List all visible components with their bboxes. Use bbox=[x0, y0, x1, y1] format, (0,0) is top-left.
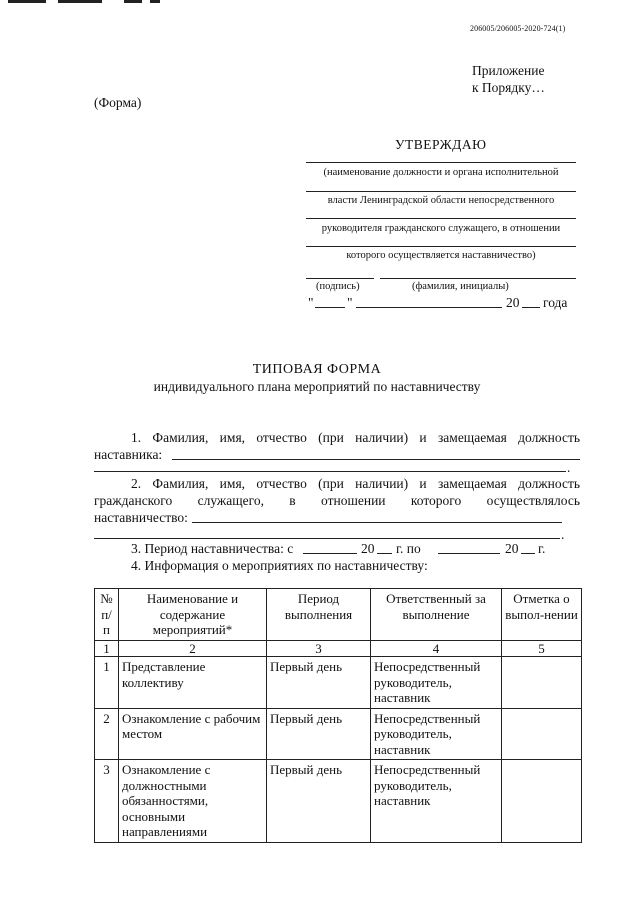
appendix-line-2: к Порядку… bbox=[472, 80, 545, 95]
signature-label: (подпись) bbox=[316, 281, 360, 292]
approve-position-line-4: которого осуществляется наставничество) bbox=[346, 250, 536, 261]
row-num: 2 bbox=[95, 708, 119, 760]
approve-line bbox=[306, 246, 576, 247]
row-mark bbox=[502, 760, 582, 843]
item-4: 4. Информация о мероприятиях по наставничеству: bbox=[131, 558, 428, 573]
item-3-year-2-blank bbox=[521, 553, 535, 554]
item-3-to-blank bbox=[438, 553, 500, 554]
name-label: (фамилия, инициалы) bbox=[412, 281, 509, 292]
header-period: Период выполнения bbox=[267, 589, 371, 641]
item-3-from-blank bbox=[303, 553, 357, 554]
item-3-mid: г. по bbox=[396, 541, 421, 556]
item-3-end: г. bbox=[538, 541, 546, 556]
item-2-blank-2 bbox=[94, 538, 560, 539]
column-number: 5 bbox=[502, 640, 582, 657]
item-3-year-2: 20 bbox=[505, 541, 519, 556]
row-responsible: Непосредственный руководитель, наставник bbox=[371, 657, 502, 709]
item-1-blank-2 bbox=[94, 471, 566, 472]
row-period: Первый день bbox=[267, 708, 371, 760]
row-name: Представление коллективу bbox=[119, 657, 267, 709]
document-number: 206005/206005-2020-724(1) bbox=[470, 24, 566, 33]
table-row bbox=[95, 708, 582, 760]
item-2-blank bbox=[192, 522, 562, 523]
row-mark bbox=[502, 708, 582, 760]
form-label: (Форма) bbox=[94, 95, 142, 110]
item-3-prefix: 3. Период наставничества: с bbox=[131, 541, 294, 556]
approve-position-line-1: (наименование должности и органа исполнительной bbox=[323, 167, 559, 178]
form-subtitle: индивидуального плана мероприятий по наставничеству bbox=[153, 379, 481, 394]
date-open-quote: " bbox=[308, 295, 314, 310]
approve-position-line-3: руководителя гражданского служащего, в отношении bbox=[321, 223, 561, 234]
item-3-year-1: 20 bbox=[361, 541, 375, 556]
row-period: Первый день bbox=[267, 760, 371, 843]
item-2-line-1: 2. Фамилия, имя, отчество (при наличии) и замещаемая должность bbox=[131, 476, 580, 491]
form-title: ТИПОВАЯ ФОРМА bbox=[252, 362, 382, 377]
column-number: 2 bbox=[119, 640, 267, 657]
row-num: 3 bbox=[95, 760, 119, 843]
table-row bbox=[95, 657, 582, 709]
signature-line bbox=[306, 278, 374, 279]
header-mark: Отметка о выпол-нении bbox=[502, 589, 582, 641]
column-number: 4 bbox=[371, 640, 502, 657]
row-responsible: Непосредственный руководитель, наставник bbox=[371, 760, 502, 843]
row-period: Первый день bbox=[267, 657, 371, 709]
name-line bbox=[380, 278, 576, 279]
item-2-line-2: гражданского служащего, в отношении которого осуществлялось bbox=[94, 493, 580, 508]
column-number: 1 bbox=[95, 640, 119, 657]
approve-line bbox=[306, 162, 576, 163]
date-year-prefix: 20 bbox=[506, 295, 520, 310]
date-day-blank bbox=[315, 307, 345, 308]
item-3-year-1-blank bbox=[377, 553, 392, 554]
date-close-quote: " bbox=[347, 295, 353, 310]
approve-heading: УТВЕРЖДАЮ bbox=[395, 137, 487, 152]
row-name: Ознакомление с должностными обязанностями, основными направлениями bbox=[119, 760, 267, 843]
row-mark bbox=[502, 657, 582, 709]
scan-top-marks bbox=[0, 0, 634, 6]
date-year-blank bbox=[522, 307, 540, 308]
header-num: № п/п bbox=[95, 589, 119, 641]
item-1-line-2: наставника: bbox=[94, 447, 163, 462]
approve-line bbox=[306, 191, 576, 192]
appendix-line-1: Приложение bbox=[472, 63, 545, 78]
header-responsible: Ответственный за выполнение bbox=[371, 589, 502, 641]
item-2-line-3: наставничество: bbox=[94, 510, 188, 525]
approve-position-line-2: власти Ленинградской области непосредственного bbox=[327, 195, 555, 206]
header-name: Наименование и содержание мероприятий* bbox=[119, 589, 267, 641]
row-name: Ознакомление с рабочим местом bbox=[119, 708, 267, 760]
row-responsible: Непосредственный руководитель, наставник bbox=[371, 708, 502, 760]
activities-table bbox=[94, 588, 582, 843]
item-1-line-1: 1. Фамилия, имя, отчество (при наличии) и замещаемая должность bbox=[131, 430, 580, 445]
table-column-numbers bbox=[95, 640, 582, 657]
date-month-blank bbox=[356, 307, 502, 308]
date-year-suffix: года bbox=[543, 295, 568, 310]
appendix-note bbox=[472, 62, 545, 96]
row-num: 1 bbox=[95, 657, 119, 709]
table-row bbox=[95, 760, 582, 843]
table-header-row bbox=[95, 589, 582, 641]
item-1-blank bbox=[172, 459, 580, 460]
approve-line bbox=[306, 218, 576, 219]
column-number: 3 bbox=[267, 640, 371, 657]
